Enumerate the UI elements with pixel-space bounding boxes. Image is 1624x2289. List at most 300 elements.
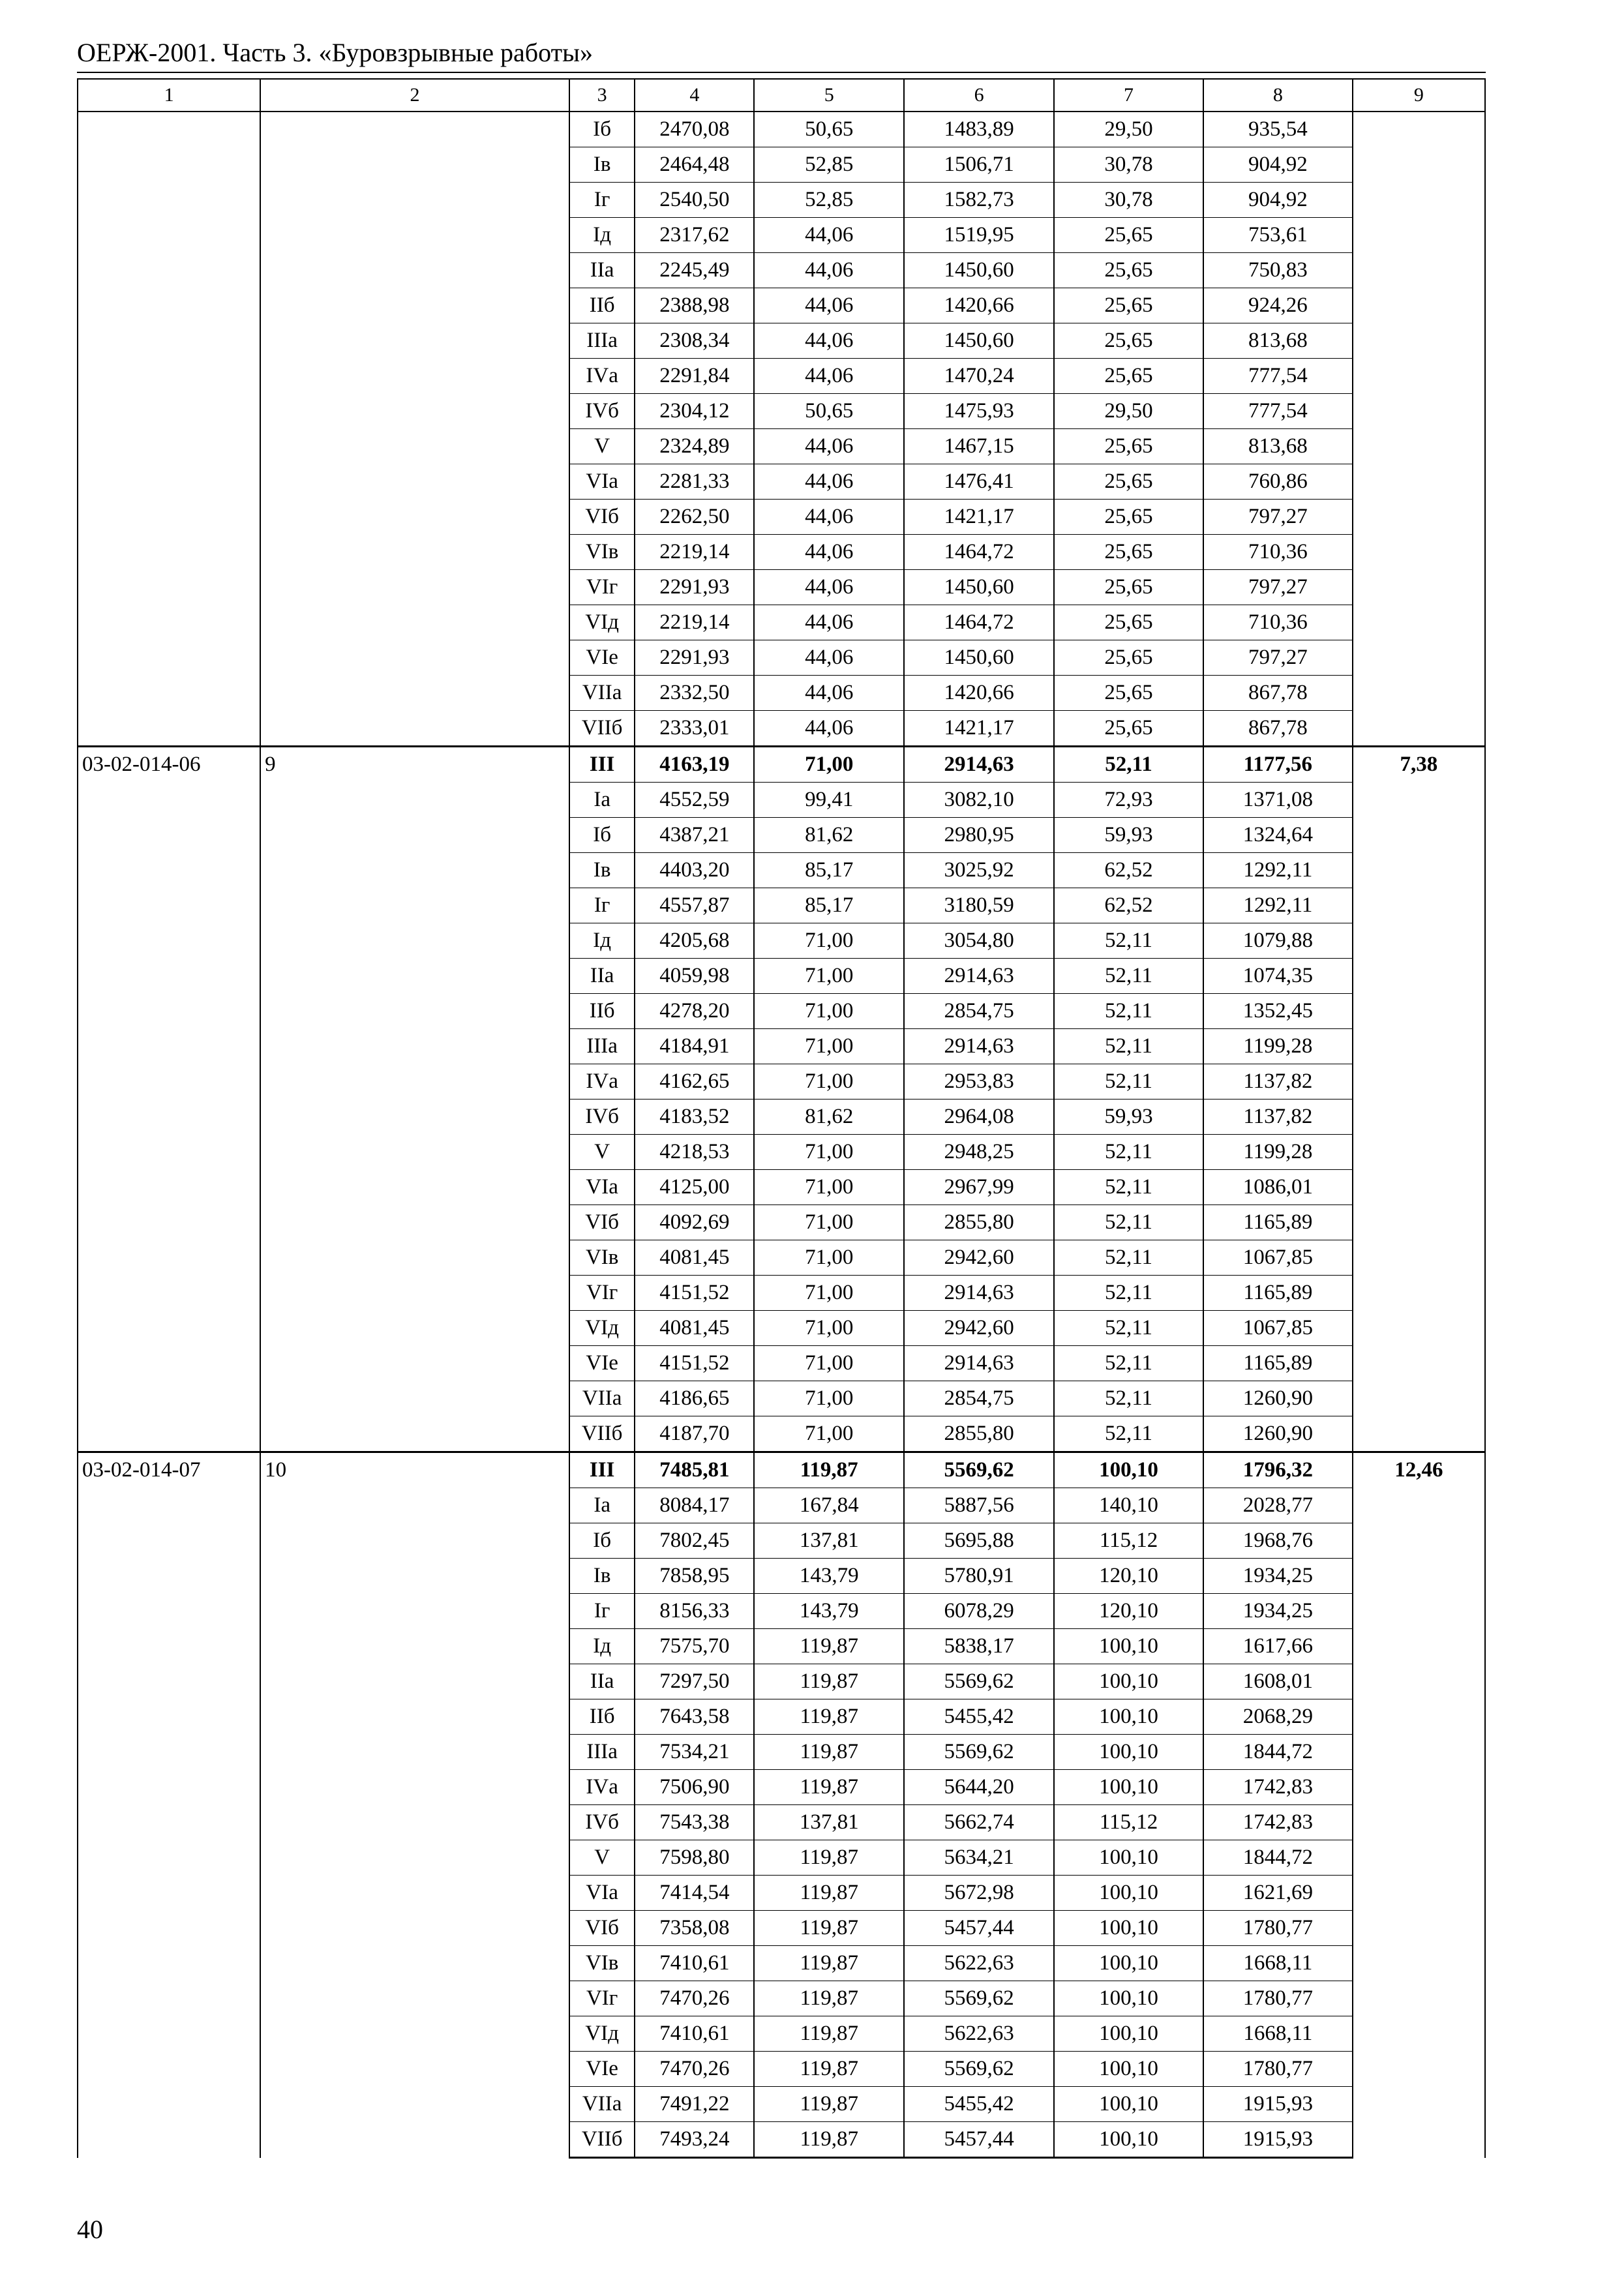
value-cell: 1137,82	[1203, 1064, 1353, 1100]
value-cell: 1476,41	[904, 464, 1054, 500]
value-cell: 25,65	[1054, 464, 1203, 500]
value-cell: 44,06	[754, 676, 904, 711]
value-cell: 44,06	[754, 288, 904, 323]
value-cell: 100,10	[1054, 1699, 1203, 1735]
value-cell: 1470,24	[904, 359, 1054, 394]
value-cell: 7643,58	[635, 1699, 754, 1735]
value-cell: 2914,63	[904, 747, 1054, 783]
value-cell: 1780,77	[1203, 1911, 1353, 1946]
value-cell: 72,93	[1054, 783, 1203, 818]
value-cell: 4187,70	[635, 1416, 754, 1452]
value-cell: 2855,80	[904, 1205, 1054, 1240]
value-cell: 4081,45	[635, 1311, 754, 1346]
value-cell: 7491,22	[635, 2087, 754, 2122]
value-cell: 2281,33	[635, 464, 754, 500]
value-cell: 4092,69	[635, 1205, 754, 1240]
rock-group-cell: Iв	[569, 853, 635, 888]
value-cell: 760,86	[1203, 464, 1353, 500]
value-cell: 25,65	[1054, 711, 1203, 747]
rock-group-cell: V	[569, 1135, 635, 1170]
rock-group-cell: III	[569, 747, 635, 783]
rock-group-cell: Iг	[569, 888, 635, 923]
rock-group-cell: VIг	[569, 570, 635, 605]
value-cell: 115,12	[1054, 1805, 1203, 1840]
value-cell: 7410,61	[635, 2016, 754, 2052]
value-cell: 1464,72	[904, 535, 1054, 570]
value-cell: 2324,89	[635, 429, 754, 464]
value-cell: 25,65	[1054, 570, 1203, 605]
value-cell: 44,06	[754, 605, 904, 640]
value-cell: 52,11	[1054, 959, 1203, 994]
value-cell: 44,06	[754, 429, 904, 464]
rock-group-cell: IIIа	[569, 323, 635, 359]
value-cell: 29,50	[1054, 394, 1203, 429]
value-cell: 924,26	[1203, 288, 1353, 323]
value-cell: 71,00	[754, 923, 904, 959]
rock-group-cell: VIб	[569, 1911, 635, 1946]
value-cell: 25,65	[1054, 640, 1203, 676]
value-cell: 4151,52	[635, 1276, 754, 1311]
value-cell: 1621,69	[1203, 1876, 1353, 1911]
value-cell: 52,11	[1054, 1029, 1203, 1064]
value-cell: 2914,63	[904, 1346, 1054, 1381]
value-cell: 4184,91	[635, 1029, 754, 1064]
rock-group-cell: IVа	[569, 1770, 635, 1805]
value-cell: 2245,49	[635, 253, 754, 288]
value-cell: 2464,48	[635, 147, 754, 183]
value-cell: 1968,76	[1203, 1523, 1353, 1559]
rock-group-cell: VIв	[569, 535, 635, 570]
value-cell: 81,62	[754, 1100, 904, 1135]
value-cell: 44,06	[754, 640, 904, 676]
value-cell: 71,00	[754, 1170, 904, 1205]
value-cell: 1796,32	[1203, 1452, 1353, 1488]
value-cell: 81,62	[754, 818, 904, 853]
value-cell: 62,52	[1054, 853, 1203, 888]
rock-group-cell: VIе	[569, 2052, 635, 2087]
value-cell: 1617,66	[1203, 1629, 1353, 1664]
rock-group-cell: III	[569, 1452, 635, 1488]
rock-group-cell: IVа	[569, 359, 635, 394]
rock-group-cell: VIа	[569, 464, 635, 500]
value-cell: 44,06	[754, 500, 904, 535]
value-cell: 59,93	[1054, 818, 1203, 853]
value-cell: 797,27	[1203, 500, 1353, 535]
value-cell: 100,10	[1054, 2052, 1203, 2087]
item-number-cell	[260, 112, 569, 747]
rock-group-cell: Iг	[569, 183, 635, 218]
rock-group-cell: IIб	[569, 1699, 635, 1735]
value-cell: 44,06	[754, 359, 904, 394]
value-cell: 4125,00	[635, 1170, 754, 1205]
value-cell: 71,00	[754, 1205, 904, 1240]
column-number-row	[78, 79, 1485, 112]
value-cell: 119,87	[754, 2122, 904, 2158]
value-cell: 143,79	[754, 1594, 904, 1629]
rock-group-cell: VIг	[569, 1276, 635, 1311]
value-cell: 1668,11	[1203, 2016, 1353, 2052]
header-rule	[77, 72, 1486, 73]
value-cell: 2028,77	[1203, 1488, 1353, 1523]
value-cell: 8084,17	[635, 1488, 754, 1523]
value-cell: 120,10	[1054, 1559, 1203, 1594]
value-cell: 5569,62	[904, 1735, 1054, 1770]
value-cell: 2967,99	[904, 1170, 1054, 1205]
value-cell: 119,87	[754, 2016, 904, 2052]
value-cell: 119,87	[754, 1452, 904, 1488]
rock-group-cell: IVб	[569, 1100, 635, 1135]
value-cell: 4081,45	[635, 1240, 754, 1276]
value-cell: 1079,88	[1203, 923, 1353, 959]
rock-group-cell: VIе	[569, 1346, 635, 1381]
rock-group-cell: VIб	[569, 1205, 635, 1240]
value-cell: 71,00	[754, 959, 904, 994]
value-cell: 71,00	[754, 1276, 904, 1311]
value-cell: 100,10	[1054, 2087, 1203, 2122]
value-cell: 4183,52	[635, 1100, 754, 1135]
value-cell: 710,36	[1203, 605, 1353, 640]
value-cell: 50,65	[754, 112, 904, 147]
value-cell: 813,68	[1203, 429, 1353, 464]
labor-cost-cell: 7,38	[1353, 747, 1485, 1452]
value-cell: 44,06	[754, 711, 904, 747]
page-number: 40	[77, 2215, 103, 2244]
value-cell: 1292,11	[1203, 853, 1353, 888]
value-cell: 25,65	[1054, 359, 1203, 394]
value-cell: 2854,75	[904, 994, 1054, 1029]
value-cell: 5569,62	[904, 1981, 1054, 2016]
table-row	[78, 747, 1485, 783]
value-cell: 1780,77	[1203, 1981, 1353, 2016]
value-cell: 1260,90	[1203, 1381, 1353, 1416]
value-cell: 100,10	[1054, 1629, 1203, 1664]
column-number: 9	[1353, 79, 1485, 112]
rock-group-cell: VIд	[569, 1311, 635, 1346]
value-cell: 52,11	[1054, 1170, 1203, 1205]
value-cell: 2948,25	[904, 1135, 1054, 1170]
value-cell: 71,00	[754, 1064, 904, 1100]
value-cell: 52,11	[1054, 747, 1203, 783]
rock-group-cell: V	[569, 1840, 635, 1876]
value-cell: 710,36	[1203, 535, 1353, 570]
value-cell: 137,81	[754, 1805, 904, 1840]
value-cell: 7470,26	[635, 1981, 754, 2016]
value-cell: 1421,17	[904, 500, 1054, 535]
value-cell: 44,06	[754, 218, 904, 253]
column-number: 6	[904, 79, 1054, 112]
value-cell: 119,87	[754, 2052, 904, 2087]
value-cell: 2470,08	[635, 112, 754, 147]
rock-group-cell: VIIб	[569, 2122, 635, 2158]
value-cell: 1420,66	[904, 676, 1054, 711]
value-cell: 167,84	[754, 1488, 904, 1523]
value-cell: 71,00	[754, 1381, 904, 1416]
value-cell: 100,10	[1054, 1840, 1203, 1876]
rock-group-cell: VIд	[569, 605, 635, 640]
value-cell: 119,87	[754, 1876, 904, 1911]
value-cell: 2308,34	[635, 323, 754, 359]
value-cell: 5457,44	[904, 2122, 1054, 2158]
value-cell: 7543,38	[635, 1805, 754, 1840]
rock-group-cell: IIа	[569, 1664, 635, 1699]
value-cell: 1608,01	[1203, 1664, 1353, 1699]
value-cell: 5887,56	[904, 1488, 1054, 1523]
rock-group-cell: VIв	[569, 1240, 635, 1276]
value-cell: 1467,15	[904, 429, 1054, 464]
value-cell: 4205,68	[635, 923, 754, 959]
table-row	[78, 1452, 1485, 1488]
value-cell: 25,65	[1054, 500, 1203, 535]
value-cell: 44,06	[754, 323, 904, 359]
rock-group-cell: VIа	[569, 1170, 635, 1205]
rock-group-cell: Iд	[569, 218, 635, 253]
value-cell: 52,11	[1054, 994, 1203, 1029]
value-cell: 85,17	[754, 888, 904, 923]
value-cell: 2219,14	[635, 535, 754, 570]
value-cell: 1464,72	[904, 605, 1054, 640]
rock-group-cell: VIв	[569, 1946, 635, 1981]
value-cell: 7506,90	[635, 1770, 754, 1805]
value-cell: 5622,63	[904, 2016, 1054, 2052]
value-cell: 4186,65	[635, 1381, 754, 1416]
value-cell: 52,11	[1054, 1240, 1203, 1276]
rock-group-cell: Iв	[569, 1559, 635, 1594]
value-cell: 4278,20	[635, 994, 754, 1029]
value-cell: 137,81	[754, 1523, 904, 1559]
value-cell: 44,06	[754, 535, 904, 570]
labor-cost-cell	[1353, 112, 1485, 747]
value-cell: 867,78	[1203, 676, 1353, 711]
value-cell: 1844,72	[1203, 1840, 1353, 1876]
value-cell: 4162,65	[635, 1064, 754, 1100]
value-cell: 100,10	[1054, 1770, 1203, 1805]
rock-group-cell: IVа	[569, 1064, 635, 1100]
value-cell: 5662,74	[904, 1805, 1054, 1840]
value-cell: 7598,80	[635, 1840, 754, 1876]
value-cell: 52,11	[1054, 1205, 1203, 1240]
column-number: 7	[1054, 79, 1203, 112]
rock-group-cell: IVб	[569, 394, 635, 429]
value-cell: 1420,66	[904, 288, 1054, 323]
value-cell: 4557,87	[635, 888, 754, 923]
value-cell: 1199,28	[1203, 1029, 1353, 1064]
value-cell: 119,87	[754, 1981, 904, 2016]
value-cell: 52,11	[1054, 1416, 1203, 1452]
value-cell: 25,65	[1054, 676, 1203, 711]
value-cell: 4403,20	[635, 853, 754, 888]
value-cell: 1742,83	[1203, 1770, 1353, 1805]
rock-group-cell: IIIа	[569, 1029, 635, 1064]
value-cell: 52,11	[1054, 1276, 1203, 1311]
value-cell: 25,65	[1054, 218, 1203, 253]
value-cell: 30,78	[1054, 183, 1203, 218]
value-cell: 7485,81	[635, 1452, 754, 1488]
value-cell: 2332,50	[635, 676, 754, 711]
rate-code-cell	[78, 112, 260, 747]
value-cell: 2304,12	[635, 394, 754, 429]
value-cell: 1450,60	[904, 253, 1054, 288]
value-cell: 1067,85	[1203, 1240, 1353, 1276]
value-cell: 1450,60	[904, 570, 1054, 605]
rock-group-cell: VIIа	[569, 2087, 635, 2122]
value-cell: 52,11	[1054, 1135, 1203, 1170]
value-cell: 1780,77	[1203, 2052, 1353, 2087]
value-cell: 1165,89	[1203, 1346, 1353, 1381]
value-cell: 4218,53	[635, 1135, 754, 1170]
rock-group-cell: VIд	[569, 2016, 635, 2052]
value-cell: 100,10	[1054, 1911, 1203, 1946]
rock-group-cell: Iб	[569, 818, 635, 853]
rock-group-cell: VIа	[569, 1876, 635, 1911]
value-cell: 2914,63	[904, 1029, 1054, 1064]
value-cell: 1450,60	[904, 323, 1054, 359]
value-cell: 4163,19	[635, 747, 754, 783]
rock-group-cell: Iа	[569, 1488, 635, 1523]
value-cell: 2219,14	[635, 605, 754, 640]
value-cell: 7297,50	[635, 1664, 754, 1699]
value-cell: 5455,42	[904, 2087, 1054, 2122]
value-cell: 935,54	[1203, 112, 1353, 147]
value-cell: 4151,52	[635, 1346, 754, 1381]
value-cell: 52,11	[1054, 1064, 1203, 1100]
value-cell: 119,87	[754, 1840, 904, 1876]
value-cell: 44,06	[754, 464, 904, 500]
value-cell: 115,12	[1054, 1523, 1203, 1559]
rock-group-cell: Iв	[569, 147, 635, 183]
value-cell: 1137,82	[1203, 1100, 1353, 1135]
value-cell: 120,10	[1054, 1594, 1203, 1629]
value-cell: 71,00	[754, 1416, 904, 1452]
value-cell: 1934,25	[1203, 1594, 1353, 1629]
rock-group-cell: VIе	[569, 640, 635, 676]
value-cell: 71,00	[754, 1135, 904, 1170]
value-cell: 1506,71	[904, 147, 1054, 183]
value-cell: 2942,60	[904, 1311, 1054, 1346]
value-cell: 85,17	[754, 853, 904, 888]
value-cell: 797,27	[1203, 570, 1353, 605]
value-cell: 7575,70	[635, 1629, 754, 1664]
rock-group-cell: VIIб	[569, 711, 635, 747]
value-cell: 100,10	[1054, 2016, 1203, 2052]
value-cell: 2291,93	[635, 570, 754, 605]
value-cell: 25,65	[1054, 535, 1203, 570]
value-cell: 5838,17	[904, 1629, 1054, 1664]
rock-group-cell: Iд	[569, 923, 635, 959]
value-cell: 119,87	[754, 1946, 904, 1981]
value-cell: 25,65	[1054, 605, 1203, 640]
value-cell: 8156,33	[635, 1594, 754, 1629]
value-cell: 904,92	[1203, 147, 1353, 183]
rock-group-cell: VIб	[569, 500, 635, 535]
value-cell: 2914,63	[904, 1276, 1054, 1311]
value-cell: 52,11	[1054, 1311, 1203, 1346]
value-cell: 813,68	[1203, 323, 1353, 359]
rock-group-cell: VIIб	[569, 1416, 635, 1452]
value-cell: 5634,21	[904, 1840, 1054, 1876]
value-cell: 119,87	[754, 1699, 904, 1735]
value-cell: 2980,95	[904, 818, 1054, 853]
value-cell: 71,00	[754, 747, 904, 783]
rock-group-cell: V	[569, 429, 635, 464]
value-cell: 52,11	[1054, 1346, 1203, 1381]
value-cell: 140,10	[1054, 1488, 1203, 1523]
value-cell: 1450,60	[904, 640, 1054, 676]
rate-code-cell: 03-02-014-07	[78, 1452, 260, 2158]
value-cell: 7414,54	[635, 1876, 754, 1911]
value-cell: 25,65	[1054, 429, 1203, 464]
value-cell: 1260,90	[1203, 1416, 1353, 1452]
value-cell: 3054,80	[904, 923, 1054, 959]
value-cell: 1165,89	[1203, 1276, 1353, 1311]
value-cell: 143,79	[754, 1559, 904, 1594]
value-cell: 7802,45	[635, 1523, 754, 1559]
value-cell: 7493,24	[635, 2122, 754, 2158]
value-cell: 4059,98	[635, 959, 754, 994]
value-cell: 5622,63	[904, 1946, 1054, 1981]
value-cell: 3180,59	[904, 888, 1054, 923]
value-cell: 1934,25	[1203, 1559, 1353, 1594]
value-cell: 1292,11	[1203, 888, 1353, 923]
value-cell: 2855,80	[904, 1416, 1054, 1452]
rock-group-cell: IVб	[569, 1805, 635, 1840]
value-cell: 2262,50	[635, 500, 754, 535]
value-cell: 1915,93	[1203, 2122, 1353, 2158]
value-cell: 7534,21	[635, 1735, 754, 1770]
value-cell: 1483,89	[904, 112, 1054, 147]
value-cell: 7470,26	[635, 2052, 754, 2087]
value-cell: 100,10	[1054, 1664, 1203, 1699]
value-cell: 29,50	[1054, 112, 1203, 147]
rock-group-cell: IIб	[569, 994, 635, 1029]
value-cell: 5672,98	[904, 1876, 1054, 1911]
value-cell: 1165,89	[1203, 1205, 1353, 1240]
column-number: 2	[260, 79, 569, 112]
rock-group-cell: VIг	[569, 1981, 635, 2016]
value-cell: 1421,17	[904, 711, 1054, 747]
value-cell: 2068,29	[1203, 1699, 1353, 1735]
value-cell: 7410,61	[635, 1946, 754, 1981]
value-cell: 44,06	[754, 570, 904, 605]
rock-group-cell: IIа	[569, 959, 635, 994]
value-cell: 2540,50	[635, 183, 754, 218]
value-cell: 52,11	[1054, 923, 1203, 959]
rock-group-cell: Iа	[569, 783, 635, 818]
value-cell: 777,54	[1203, 359, 1353, 394]
value-cell: 71,00	[754, 994, 904, 1029]
column-number: 5	[754, 79, 904, 112]
value-cell: 52,11	[1054, 1381, 1203, 1416]
value-cell: 25,65	[1054, 253, 1203, 288]
value-cell: 119,87	[754, 1911, 904, 1946]
rock-group-cell: IIIа	[569, 1735, 635, 1770]
value-cell: 25,65	[1054, 323, 1203, 359]
column-number: 3	[569, 79, 635, 112]
value-cell: 904,92	[1203, 183, 1353, 218]
value-cell: 2914,63	[904, 959, 1054, 994]
value-cell: 1668,11	[1203, 1946, 1353, 1981]
table-row	[78, 112, 1485, 147]
rock-group-cell: VIIа	[569, 1381, 635, 1416]
value-cell: 753,61	[1203, 218, 1353, 253]
value-cell: 119,87	[754, 1770, 904, 1805]
value-cell: 797,27	[1203, 640, 1353, 676]
value-cell: 4552,59	[635, 783, 754, 818]
value-cell: 2317,62	[635, 218, 754, 253]
column-number: 8	[1203, 79, 1353, 112]
value-cell: 7858,95	[635, 1559, 754, 1594]
rates-table	[77, 78, 1486, 2159]
value-cell: 2388,98	[635, 288, 754, 323]
